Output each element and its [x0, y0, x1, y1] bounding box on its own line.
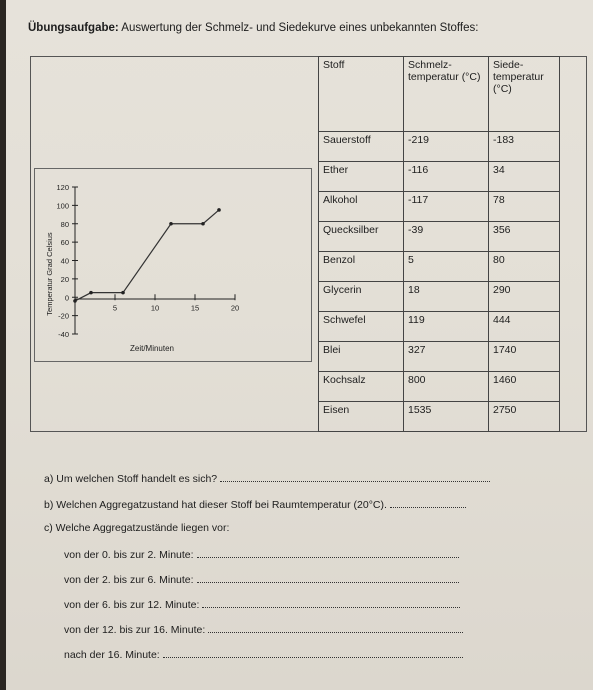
question-c-item [64, 623, 463, 636]
question-c-item-text: nach der 16. Minute: [64, 649, 160, 661]
x-tick-label: 10 [150, 303, 160, 313]
y-tick-label: 120 [56, 183, 69, 192]
answer-line-b[interactable] [390, 498, 466, 508]
table-row [319, 312, 560, 342]
question-c-item [64, 573, 459, 586]
cell-siede: 2750 [489, 402, 560, 432]
question-c-item-text: von der 2. bis zur 6. Minute: [64, 574, 194, 586]
x-tick-label: 15 [190, 303, 200, 313]
cell-stoff: Kochsalz [319, 372, 404, 402]
table-row [319, 192, 560, 222]
question-c-text: c) Welche Aggregatzustände liegen vor: [44, 522, 230, 534]
cell-schmelz: 119 [404, 312, 489, 342]
data-point [217, 208, 221, 212]
cell-schmelz: 800 [404, 372, 489, 402]
table-header-row [319, 57, 560, 132]
cell-stoff: Ether [319, 162, 404, 192]
y-tick-label: 80 [60, 219, 69, 229]
cell-schmelz: 327 [404, 342, 489, 372]
cell-schmelz: -39 [404, 222, 489, 252]
cell-siede: 444 [489, 312, 560, 342]
substance-table [318, 56, 560, 432]
question-b-text: b) Welchen Aggregatzustand hat dieser Stoff bei Raumtemperatur (20°C). [44, 499, 387, 511]
cell-schmelz: -117 [404, 192, 489, 222]
y-tick-label: 0 [64, 293, 69, 303]
data-point [121, 291, 125, 295]
cell-stoff: Blei [319, 342, 404, 372]
table-row [319, 252, 560, 282]
cell-stoff: Eisen [319, 402, 404, 432]
y-tick-label: -40 [58, 330, 69, 339]
header-stoff: Stoff [319, 57, 404, 132]
y-tick-label: -20 [58, 311, 69, 321]
cell-siede: 34 [489, 162, 560, 192]
table-row [319, 162, 560, 192]
answer-line-c4[interactable] [208, 623, 463, 633]
x-tick-label: 20 [230, 303, 240, 313]
y-tick-label: 40 [60, 256, 69, 266]
x-axis-label: Zeit/Minuten [129, 344, 175, 353]
table-row [319, 342, 560, 372]
header-siedetemperatur: Siede-temperatur (°C) [489, 57, 560, 132]
table-row [319, 402, 560, 432]
question-c-item [64, 648, 463, 661]
y-tick-label: 20 [60, 274, 69, 284]
table-row [319, 222, 560, 252]
question-c-item-text: von der 0. bis zur 2. Minute: [64, 549, 194, 561]
table-row [319, 282, 560, 312]
answer-line-c2[interactable] [197, 573, 459, 583]
data-point [89, 291, 93, 295]
cell-stoff: Benzol [319, 252, 404, 282]
answer-line-c5[interactable] [163, 648, 463, 658]
y-axis-label: Temperatur Grad Celsius [45, 232, 54, 316]
cell-schmelz: -219 [404, 132, 489, 162]
table-row [319, 372, 560, 402]
temperature-curve [75, 210, 219, 301]
cell-stoff: Glycerin [319, 282, 404, 312]
question-a [44, 472, 490, 485]
title-rest: Auswertung der Schmelz- und Siedekurve eines unbekannten Stoffes: [118, 22, 479, 34]
question-c [44, 522, 229, 534]
cell-schmelz: -116 [404, 162, 489, 192]
cell-schmelz: 1535 [404, 402, 489, 432]
cell-schmelz: 18 [404, 282, 489, 312]
answer-line-c3[interactable] [202, 598, 460, 608]
cell-siede: -183 [489, 132, 560, 162]
x-tick-label: 5 [112, 303, 118, 313]
cell-stoff: Sauerstoff [319, 132, 404, 162]
cell-siede: 290 [489, 282, 560, 312]
question-c-item [64, 598, 460, 611]
header-schmelztemperatur: Schmelz-temperatur (°C) [404, 57, 489, 132]
cell-stoff: Quecksilber [319, 222, 404, 252]
y-tick-label: 100 [56, 201, 69, 211]
data-point [201, 222, 205, 226]
worksheet-title [28, 22, 478, 34]
answer-line-a[interactable] [220, 472, 490, 482]
question-c-item-text: von der 12. bis zur 16. Minute: [64, 624, 206, 636]
data-point [169, 222, 173, 226]
cell-siede: 78 [489, 192, 560, 222]
cell-stoff: Alkohol [319, 192, 404, 222]
y-tick-label: 60 [60, 238, 69, 248]
cell-siede: 80 [489, 252, 560, 282]
cell-siede: 356 [489, 222, 560, 252]
table-row [319, 132, 560, 162]
cell-schmelz: 5 [404, 252, 489, 282]
cell-siede: 1460 [489, 372, 560, 402]
graph-box [34, 168, 312, 362]
worksheet-paper [6, 0, 593, 690]
question-a-text: a) Um welchen Stoff handelt es sich? [44, 473, 218, 485]
answer-line-c1[interactable] [197, 548, 459, 558]
title-bold: Übungsaufgabe: [28, 22, 119, 34]
data-point [73, 299, 77, 303]
cell-stoff: Schwefel [319, 312, 404, 342]
question-c-item [64, 548, 459, 561]
question-c-item-text: von der 6. bis zur 12. Minute: [64, 599, 200, 611]
question-b [44, 498, 466, 511]
temperature-chart [35, 169, 311, 361]
cell-siede: 1740 [489, 342, 560, 372]
